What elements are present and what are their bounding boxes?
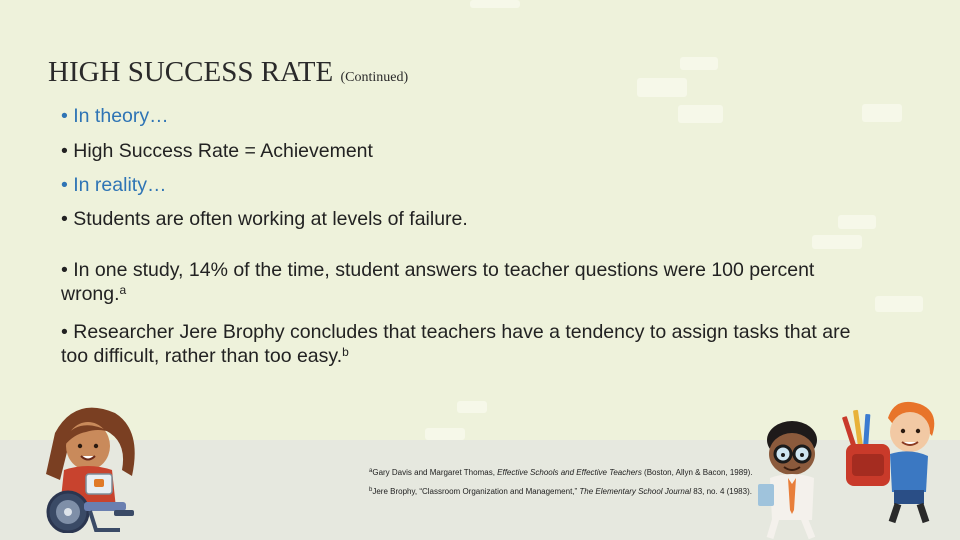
- boy-glasses-illustration: [752, 418, 834, 540]
- footnote-marker-a: a: [119, 283, 127, 297]
- footnote-b: $^b$Jere Brophy, “Classroom Organization and Management,” The Elementary School Journal 83, no. 4 (1983).: [369, 487, 752, 496]
- bullet-in-theory: • In theory…: [61, 105, 169, 127]
- bullet-brophy: • Researcher Jere Brophy concludes that teachers have a tendency to assign tasks that are too difficult, rather than too easy.$^b$: [61, 321, 851, 367]
- boy-backpack-illustration: [840, 398, 940, 525]
- footnote-a: $^a$Gary Davis and Margaret Thomas, Effective Schools and Effective Teachers (Boston, Allyn & Bacon, 1989).: [369, 468, 753, 477]
- bullet-high-success-rate: • High Success Rate = Achievement: [61, 140, 373, 162]
- footnote-marker-b: b: [342, 345, 349, 359]
- bullet-one-study: • In one study, 14% of the time, student answers to teacher questions were 100 percent wrong.$^a$: [61, 259, 815, 305]
- slide-title: HIGH SUCCESS RATE (Continued): [48, 56, 409, 88]
- girl-wheelchair-illustration: [30, 398, 145, 533]
- bullet-in-reality: • In reality…: [61, 174, 167, 196]
- bullet-students-failure: • Students are often working at levels of failure.: [61, 208, 468, 230]
